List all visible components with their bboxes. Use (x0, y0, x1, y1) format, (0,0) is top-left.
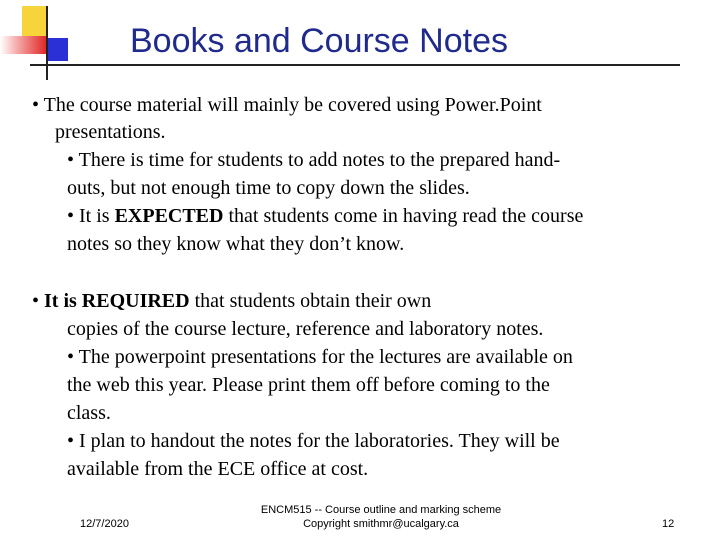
bullet-2-bold: It is REQUIRED (44, 290, 190, 312)
bullet-2-post: that students obtain their own (189, 290, 432, 312)
bullet-1b-pre: • It is (67, 205, 115, 227)
slide-title: Books and Course Notes (130, 22, 508, 60)
bullet-1b-post: that students come in having read the course (223, 205, 584, 227)
bullet-2-line-2: copies of the course lecture, reference and laboratory notes. (67, 318, 544, 340)
bullet-2-pre: • (32, 290, 45, 312)
bullet-1b-line-2: notes so they know what they don’t know. (67, 233, 405, 255)
bullet-1-line-1: • The course material will mainly be covered using Power.Point (32, 94, 542, 116)
bullet-2b-line-1: • I plan to handout the notes for the laboratories. They will be (67, 430, 560, 452)
bullet-2a-line-2: the web this year. Please print them off before coming to the (67, 374, 550, 396)
deco-vertical-line (46, 6, 48, 80)
bullet-1b-bold: EXPECTED (114, 205, 224, 227)
bullet-2-line-1 (32, 290, 431, 312)
footer-copyright-line: Copyright smithmr@ucalgary.ca (303, 518, 459, 530)
deco-red-bar (0, 36, 48, 54)
footer-page-number: 12 (662, 518, 675, 530)
footer-course-line: ENCM515 -- Course outline and marking scheme (260, 504, 502, 516)
bullet-2b-line-2: available from the ECE office at cost. (67, 458, 369, 480)
title-underline (30, 64, 680, 66)
bullet-1-line-2: presentations. (55, 121, 166, 143)
bullet-1b-line-1 (67, 205, 583, 227)
bullet-1a-line-1: • There is time for students to add notes to the prepared hand- (67, 149, 561, 171)
bullet-1a-line-2: outs, but not enough time to copy down the slides. (67, 177, 470, 199)
bullet-2a-line-1: • The powerpoint presentations for the lectures are available on (67, 346, 573, 368)
footer-date: 12/7/2020 (80, 518, 129, 530)
deco-blue-square (46, 38, 68, 61)
bullet-2a-line-3: class. (67, 402, 111, 424)
footer-center (250, 503, 512, 531)
